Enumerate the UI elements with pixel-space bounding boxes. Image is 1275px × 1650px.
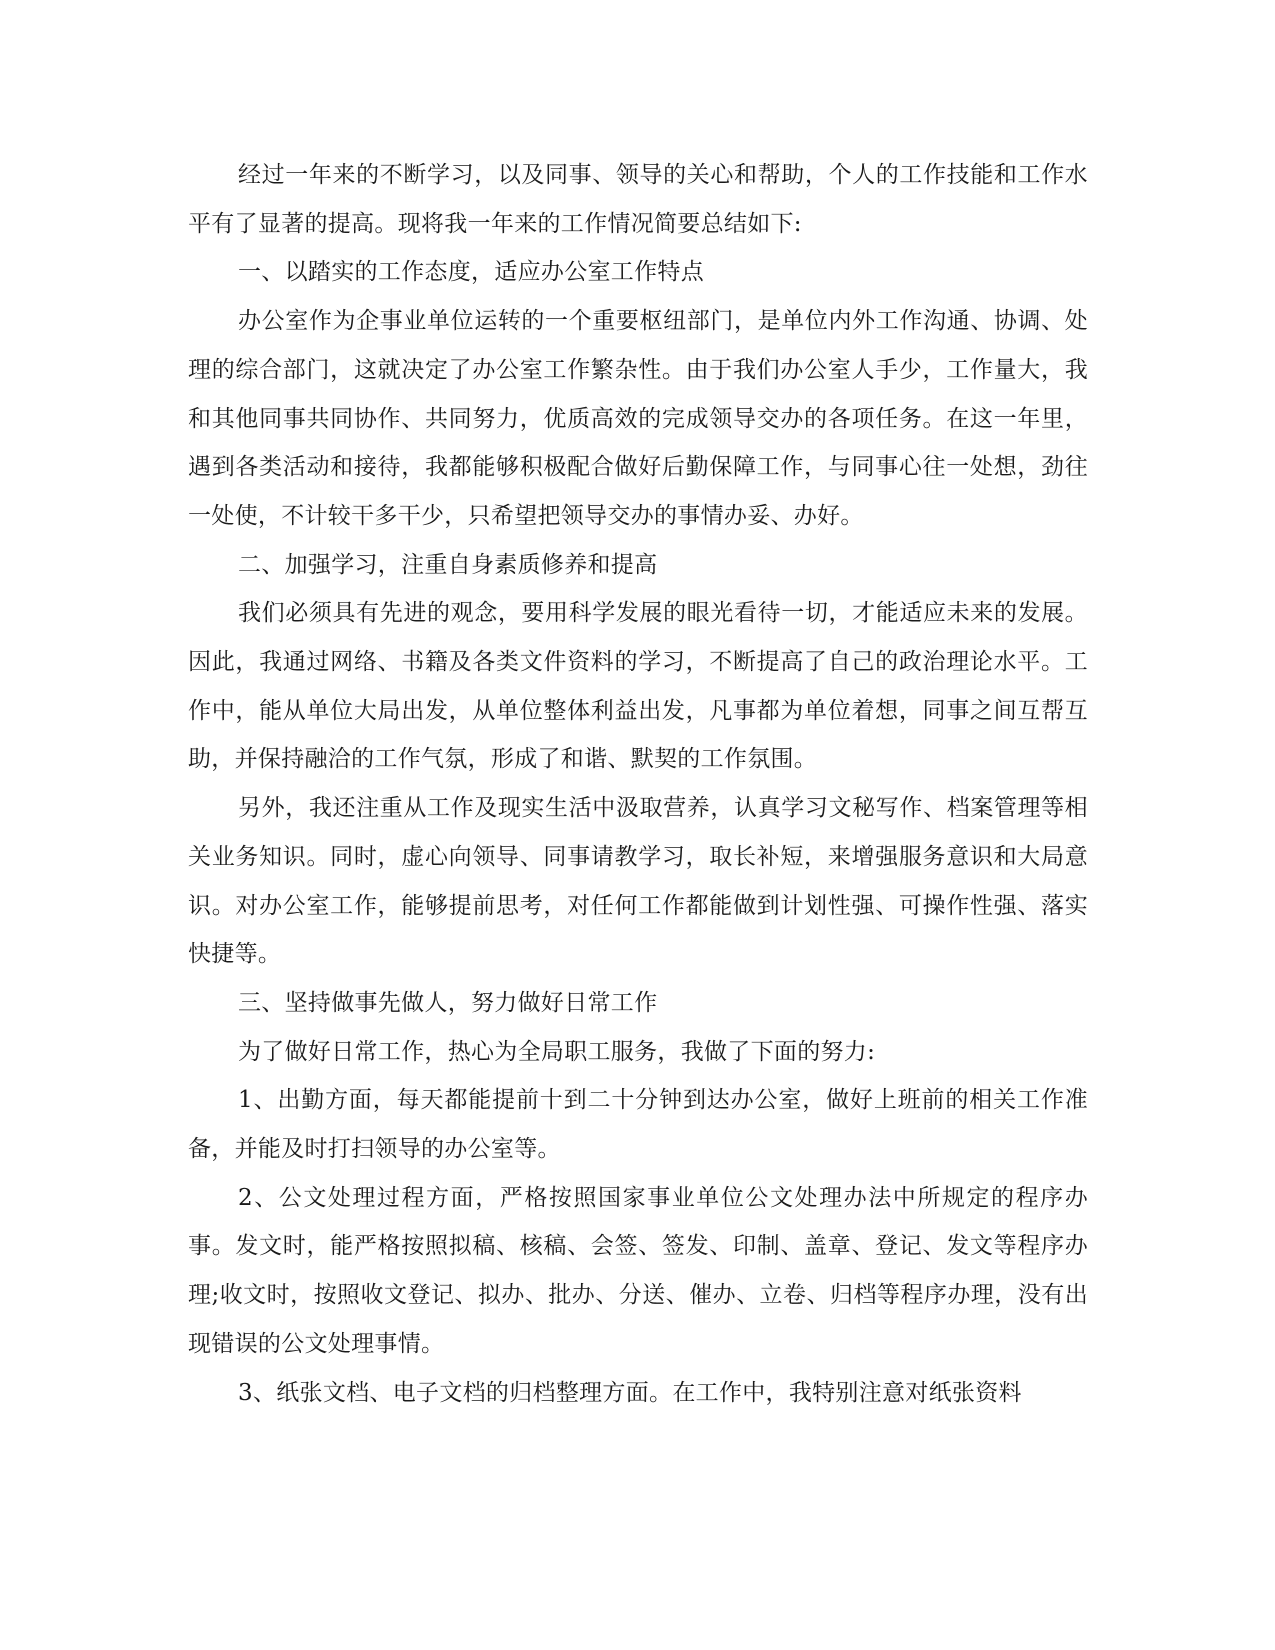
- paragraph-section-1: 办公室作为企事业单位运转的一个重要枢纽部门，是单位内外工作沟通、协调、处理的综合部门，这就决定了办公室工作繁杂性。由于我们办公室人手少，工作量大，我和其他同事共同协作、共同努力，优质高效的完成领导交办的各项任务。在这一年里，遇到各类活动和接待，我都能够积极配合做好后勤保障工作，与同事心往一处想，劲往一处使，不计较干多干少，只希望把领导交办的事情办妥、办好。: [188, 308, 1088, 529]
- document-body: [188, 151, 1088, 1417]
- heading-section-2: 二、加强学习，注重自身素质修养和提高: [238, 551, 658, 578]
- paragraph-intro: 经过一年来的不断学习，以及同事、领导的关心和帮助，个人的工作技能和工作水平有了显著的提高。现将我一年来的工作情况简要总结如下:: [188, 162, 1088, 237]
- list-item-2: 2、公文处理过程方面，严格按照国家事业单位公文处理办法中所规定的程序办事。发文时，能严格按照拟稿、核稿、会签、签发、印制、盖章、登记、发文等程序办理;收文时，按照收文登记、拟办、批办、分送、催办、立卷、归档等程序办理，没有出现错误的公文处理事情。: [188, 1184, 1088, 1357]
- list-item-3: 3、纸张文档、电子文档的归档整理方面。在工作中，我特别注意对纸张资料: [238, 1379, 1022, 1406]
- paragraph-section-3-intro: 为了做好日常工作，热心为全局职工服务，我做了下面的努力:: [238, 1038, 876, 1065]
- paragraph-section-2b: 另外，我还注重从工作及现实生活中汲取营养，认真学习文秘写作、档案管理等相关业务知识。同时，虚心向领导、同事请教学习，取长补短，来增强服务意识和大局意识。对办公室工作，能够提前思考，对任何工作都能做到计划性强、可操作性强、落实快捷等。: [188, 795, 1088, 968]
- heading-section-3: 三、坚持做事先做人，努力做好日常工作: [238, 989, 658, 1016]
- paragraph-section-2a: 我们必须具有先进的观念，要用科学发展的眼光看待一切，才能适应未来的发展。因此，我通过网络、书籍及各类文件资料的学习，不断提高了自己的政治理论水平。工作中，能从单位大局出发，从单位整体利益出发，凡事都为单位着想，同事之间互帮互助，并保持融洽的工作气氛，形成了和谐、默契的工作氛围。: [188, 600, 1088, 773]
- list-item-1: 1、出勤方面，每天都能提前十到二十分钟到达办公室，做好上班前的相关工作准备，并能及时打扫领导的办公室等。: [188, 1087, 1088, 1163]
- heading-section-1: 一、以踏实的工作态度，适应办公室工作特点: [238, 259, 704, 286]
